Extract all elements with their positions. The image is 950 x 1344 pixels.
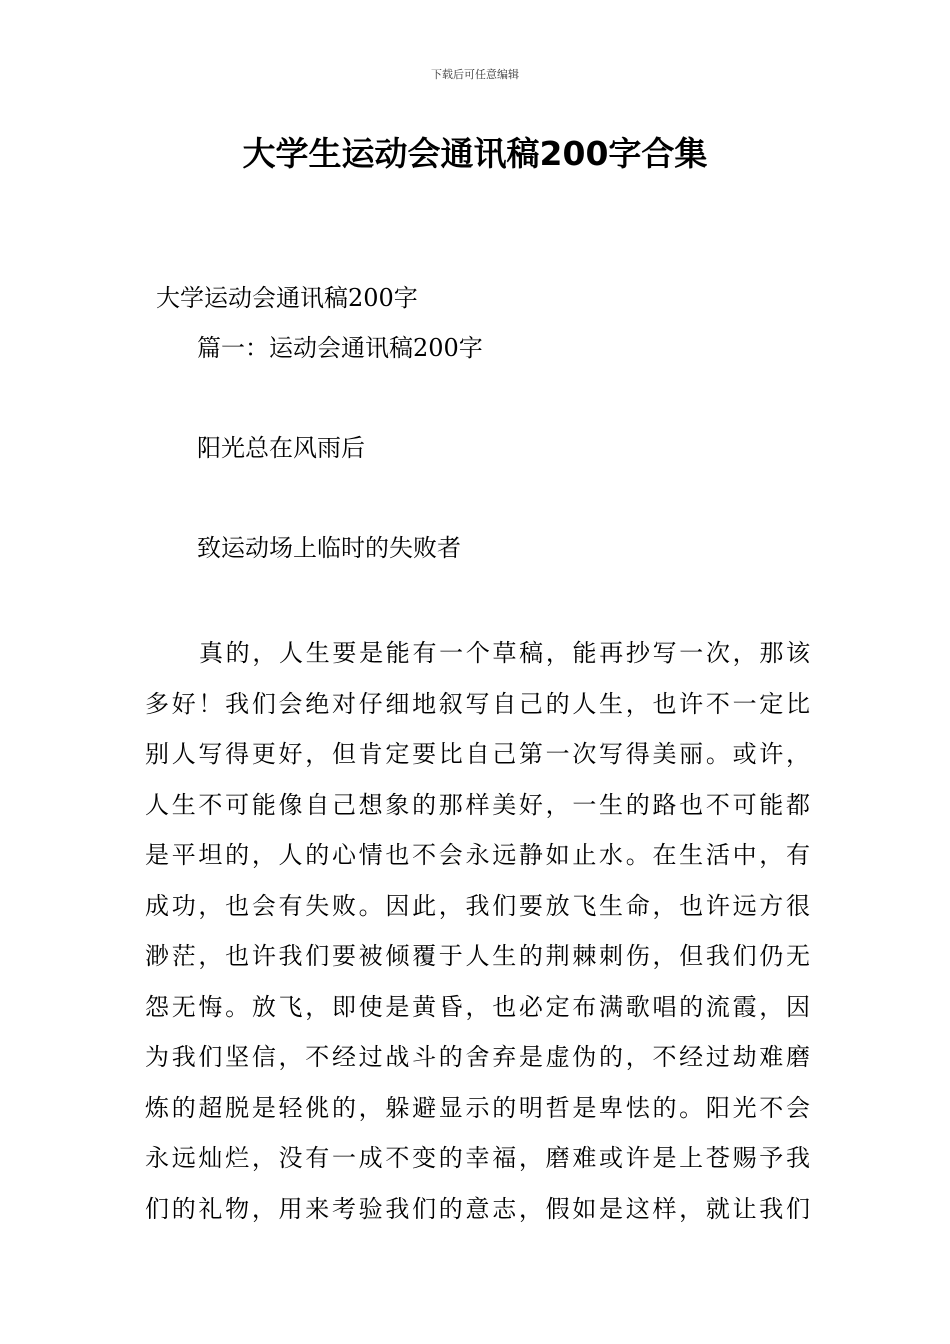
body-line: 为我们坚信，不经过战斗的舍弃是虚伪的，不经过劫难磨	[145, 1043, 810, 1071]
body-line: 怨无悔。放飞，即使是黄昏，也必定布满歌唱的流霞，因	[145, 992, 810, 1021]
body-line: 真的，人生要是能有一个草稿，能再抄写一次，那该	[199, 639, 810, 667]
document-subtitle: 大学运动会通讯稿200字	[156, 284, 418, 312]
body-line: 多好！我们会绝对仔细地叙写自己的人生，也许不一定比	[145, 689, 810, 718]
article-title: 阳光总在风雨后	[197, 434, 365, 462]
chapter-heading: 篇一：运动会通讯稿200字	[197, 334, 483, 362]
header-note: 下载后可任意编辑	[431, 68, 519, 81]
body-line: 渺茫，也许我们要被倾覆于人生的荆棘刺伤，但我们仍无	[145, 942, 810, 970]
body-line: 成功，也会有失败。因此，我们要放飞生命，也许远方很	[145, 891, 810, 920]
body-line: 是平坦的，人的心情也不会永远静如止水。在生活中，有	[145, 841, 810, 869]
document-title: 大学生运动会通讯稿200字合集	[242, 134, 708, 173]
body-line: 炼的超脱是轻佻的，躲避显示的明哲是卑怯的。阳光不会	[145, 1093, 810, 1122]
body-line: 永远灿烂，没有一成不变的幸福，磨难或许是上苍赐予我	[145, 1144, 810, 1172]
body-paragraph	[145, 628, 810, 1234]
body-line: 别人写得更好，但肯定要比自己第一次写得美丽。或许，	[145, 740, 810, 768]
body-line: 人生不可能像自己想象的那样美好，一生的路也不可能都	[145, 790, 810, 819]
body-line: 们的礼物，用来考验我们的意志，假如是这样，就让我们	[145, 1194, 810, 1223]
article-dedication: 致运动场上临时的失败者	[197, 534, 461, 562]
